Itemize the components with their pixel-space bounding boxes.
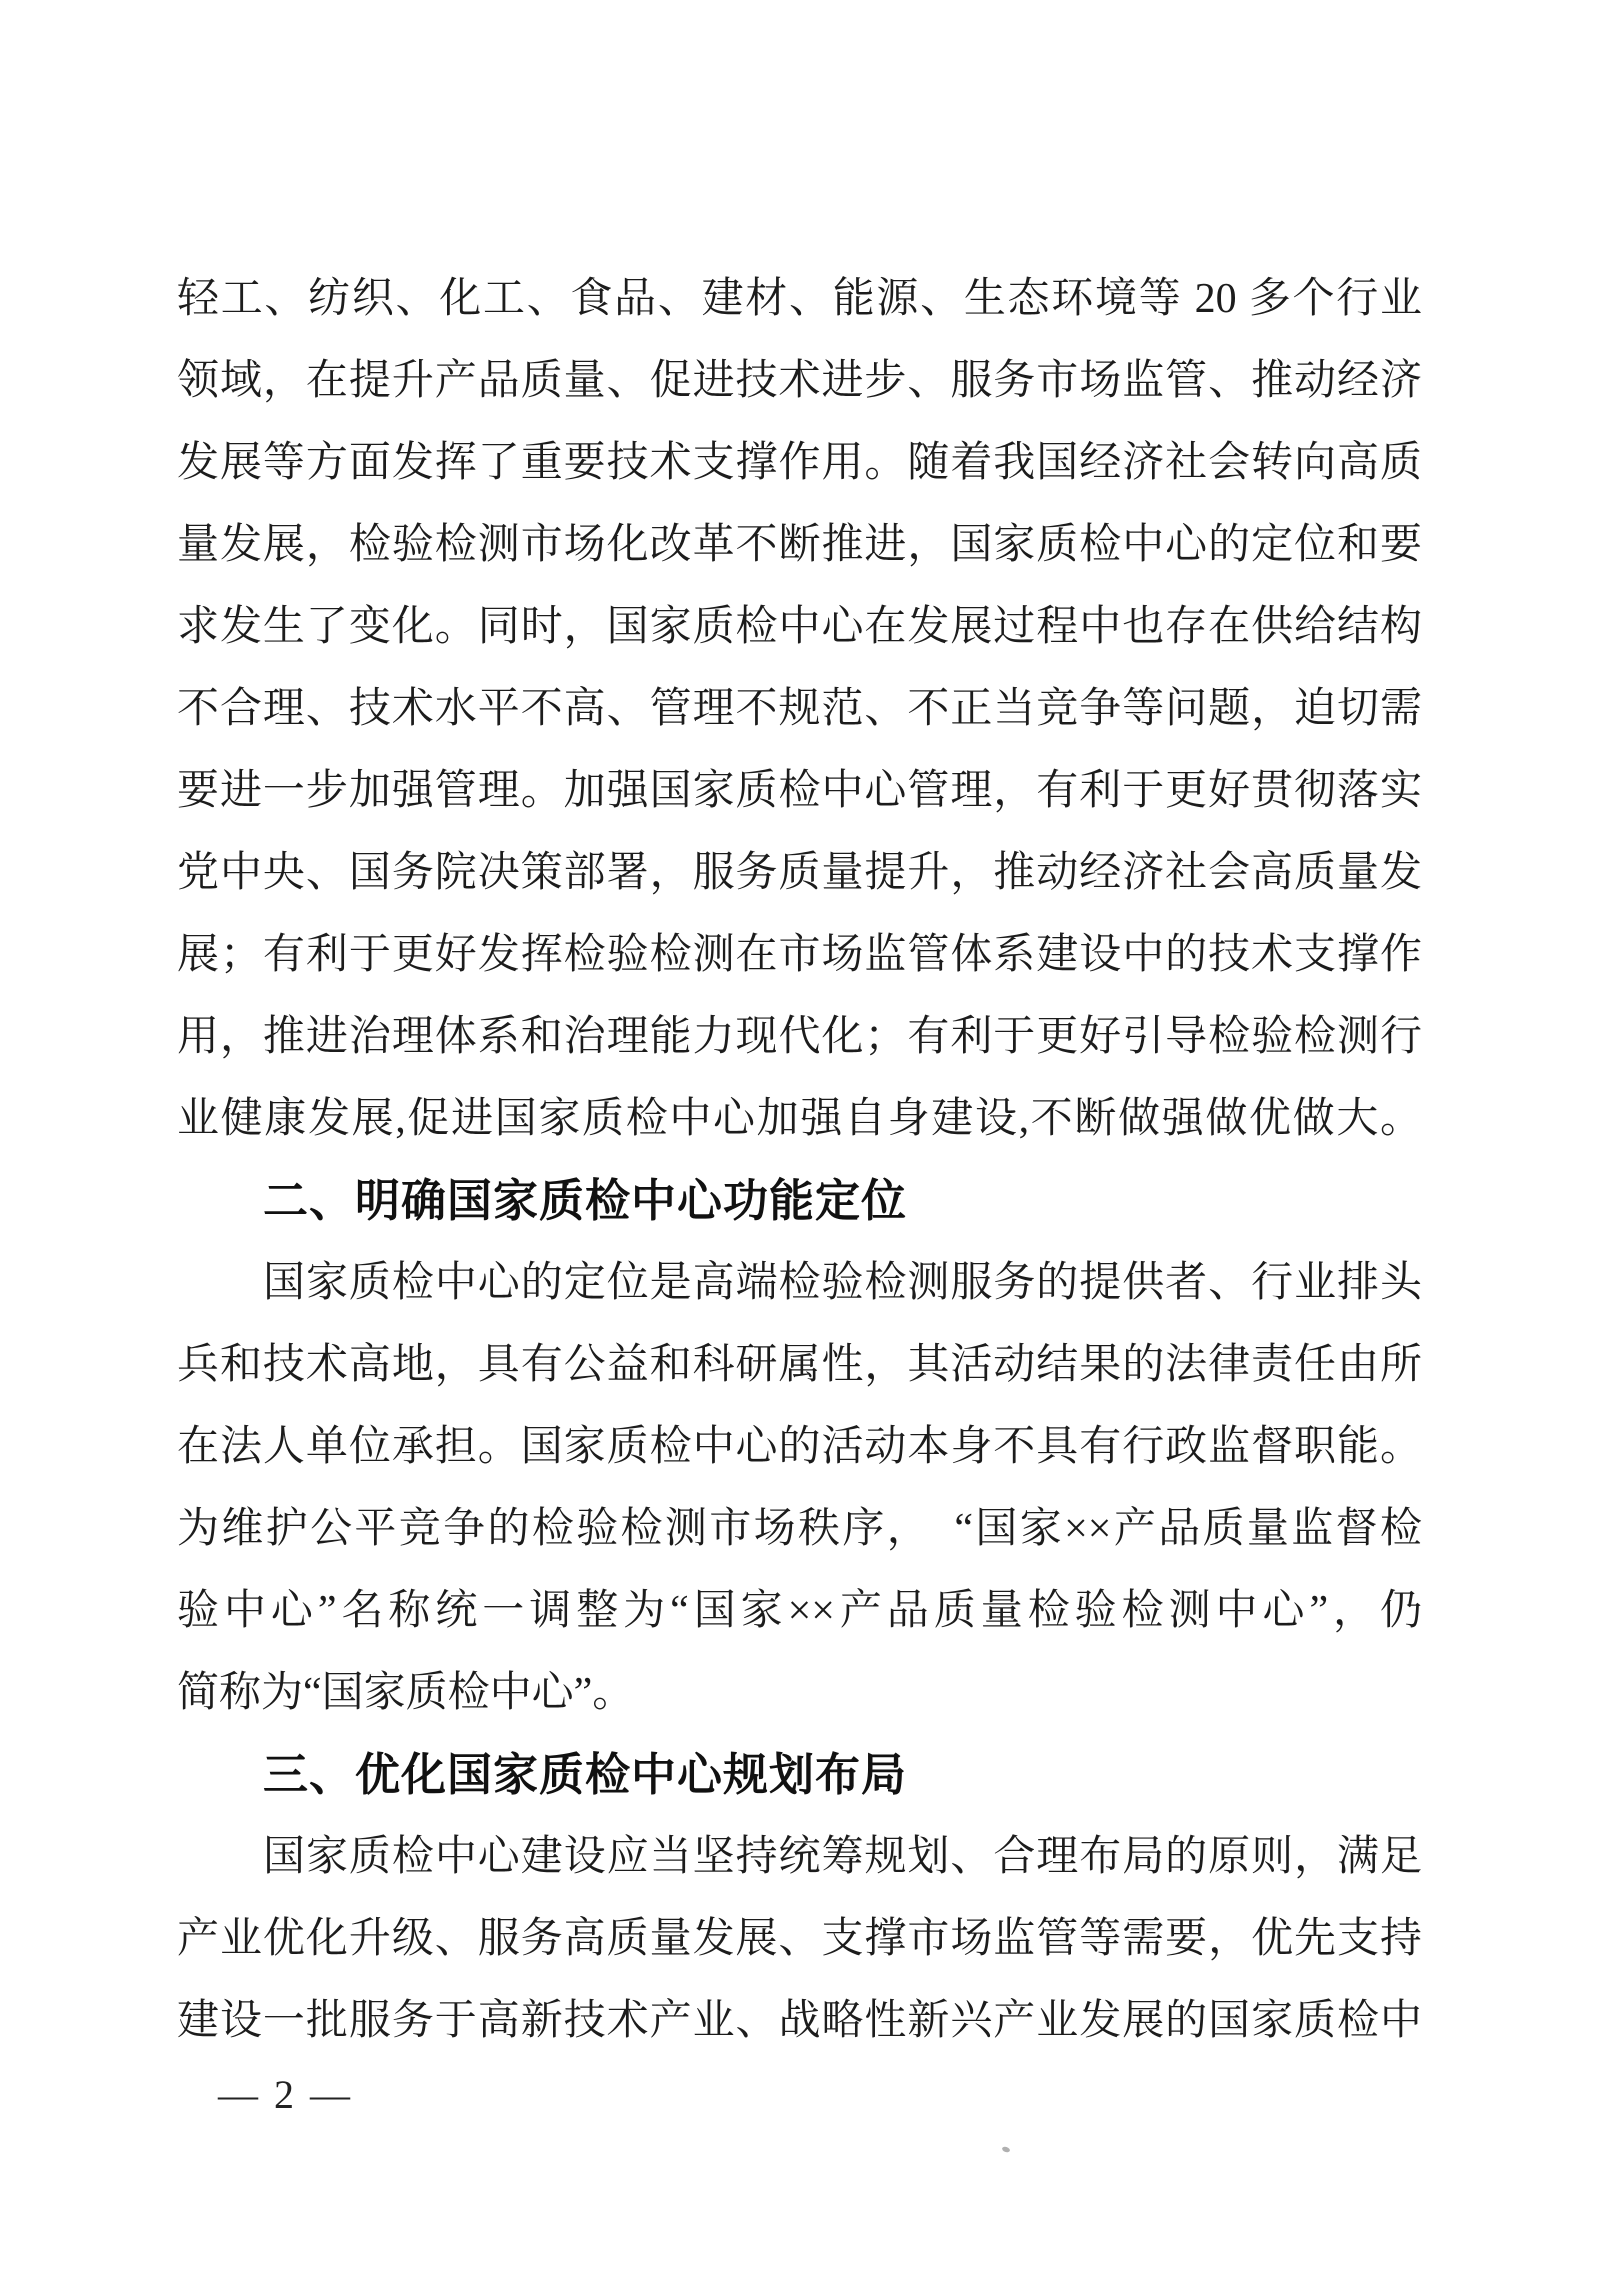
text-line: 在法人单位承担。国家质检中心的活动本身不具有行政监督职能。 bbox=[177, 1424, 1422, 1470]
scan-artifact-dot bbox=[1001, 2146, 1010, 2153]
text-line: 国家质检中心的定位是高端检验检测服务的提供者、行业排头 bbox=[263, 1260, 1422, 1306]
text-line: 产业优化升级、服务高质量发展、支撑市场监管等需要，优先支持 bbox=[177, 1916, 1422, 1962]
text-line: 建设一批服务于高新技术产业、战略性新兴产业发展的国家质检中 bbox=[177, 1998, 1422, 2044]
text-line: 验中心”名称统一调整为“国家××产品质量检验检测中心”，仍 bbox=[177, 1588, 1422, 1634]
text-line: 为维护公平竞争的检验检测市场秩序， “国家××产品质量监督检 bbox=[177, 1506, 1422, 1552]
text-line: 领域，在提升产品质量、促进技术进步、服务市场监管、推动经济 bbox=[177, 358, 1422, 404]
text-line: 要进一步加强管理。加强国家质检中心管理，有利于更好贯彻落实 bbox=[177, 768, 1422, 814]
page-number: — 2 — bbox=[218, 2072, 353, 2117]
text-line: 发展等方面发挥了重要技术支撑作用。随着我国经济社会转向高质 bbox=[177, 440, 1422, 486]
section-heading: 三、优化国家质检中心规划布局 bbox=[263, 1749, 908, 1800]
text-line: 量发展，检验检测市场化改革不断推进，国家质检中心的定位和要 bbox=[177, 522, 1422, 568]
text-line: 党中央、国务院决策部署，服务质量提升，推动经济社会高质量发 bbox=[177, 850, 1422, 896]
text-line: 兵和技术高地，具有公益和科研属性，其活动结果的法律责任由所 bbox=[177, 1342, 1422, 1388]
section-heading: 二、明确国家质检中心功能定位 bbox=[263, 1175, 908, 1226]
text-line: 业健康发展,促进国家质检中心加强自身建设,不断做强做优做大。 bbox=[177, 1096, 1422, 1142]
text-line: 求发生了变化。同时，国家质检中心在发展过程中也存在供给结构 bbox=[177, 604, 1422, 650]
document-body bbox=[177, 258, 1422, 2062]
text-line: 国家质检中心建设应当坚持统筹规划、合理布局的原则，满足 bbox=[263, 1834, 1422, 1880]
text-line: 展；有利于更好发挥检验检测在市场监管体系建设中的技术支撑作 bbox=[177, 932, 1422, 978]
text-line: 轻工、纺织、化工、食品、建材、能源、生态环境等 20 多个行业 bbox=[177, 276, 1422, 322]
text-line: 简称为“国家质检中心”。 bbox=[177, 1670, 635, 1716]
text-line: 用，推进治理体系和治理能力现代化；有利于更好引导检验检测行 bbox=[177, 1014, 1422, 1060]
text-line: 不合理、技术水平不高、管理不规范、不正当竞争等问题，迫切需 bbox=[177, 686, 1422, 732]
